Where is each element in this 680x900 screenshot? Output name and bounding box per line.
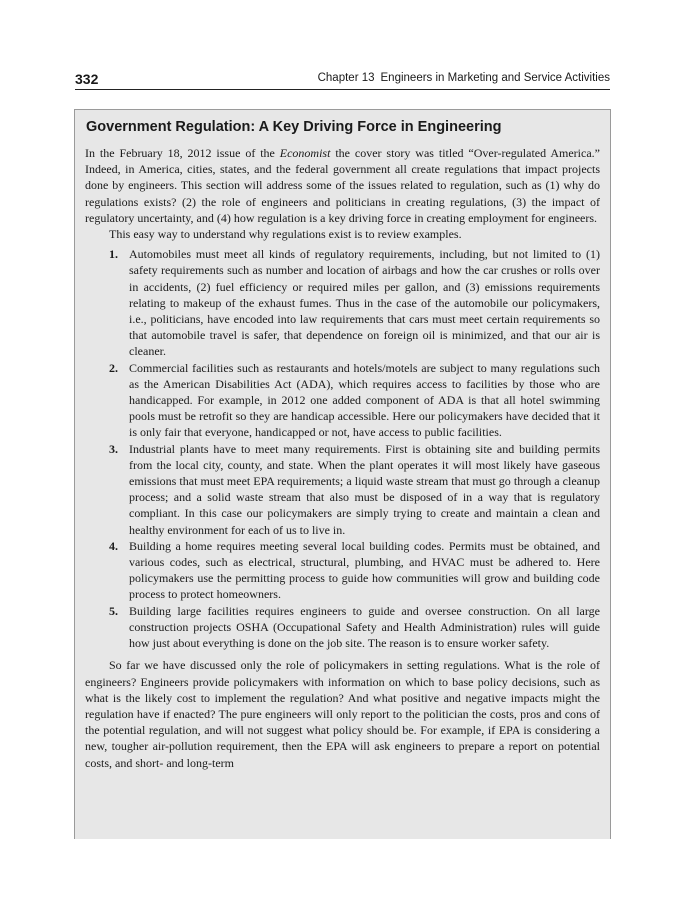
page-header [75,71,610,90]
list-item [109,603,600,652]
chapter-title: Engineers in Marketing and Service Activities [380,72,610,84]
intro-paragraph [85,145,600,226]
list-item [109,538,600,603]
chapter-number: Chapter 13 [317,72,375,84]
list-text: Automobiles must meet all kinds of regulatory requirements, including, but not limited to (1) safety requirements such as number and location of airbags and how the car crushes or rolls over in accidents, (2) fuel efficiency or required miles per gallon, and (3) emissions requirements relating to makeup of the exhaust fumes. Thus in the case of the automobile our policymakers, i.e., politicians, have encoded into law requirements that cars must meet certain requirements so that automobile travel is safer, that dependence on foreign oil is minimized, and that our air is cleaner. [129,247,600,359]
list-number: 5. [109,603,118,618]
running-head [318,72,610,84]
box-title: Government Regulation: A Key Driving Force in Engineering [86,119,502,135]
list-text: Industrial plants have to meet many requirements. First is obtaining site and building permits from the local city, county, and state. When the plant operates it will most likely have gaseous emissions that must meet EPA requirements; a liquid waste stream that must go through a cleanup process; and a solid waste stream that also must be disposed of in a way that is regulatory compliant. In this case our policymakers are simply trying to create and maintain a clean and healthy environment for each of us to live in. [129,441,600,537]
list-text: Building a home requires meeting several local building codes. Permits must be obtained, and various codes, such as electrical, structural, plumbing, and HVAC must be adhered to. Here policymakers use the permitting process to guide how communities will grow and building code process to protect homeowners. [129,538,600,602]
list-number: 1. [109,247,118,262]
list-item [109,360,600,441]
intro-text-start: In the February 18, 2012 issue of the [85,146,280,160]
sidebar-box [74,109,611,839]
closing-paragraph: So far we have discussed only the role of policymakers in setting regulations. What is the role of engineers? Engineers provide policymakers with information on which to base policy decisions, such as what is the likely cost to implement the regulation? And what positive and negative impacts might the regulation have if enacted? The pure engineers will only report to the politician the costs, pros and cons of the potential regulation, and will not suggest what policy should be. For example, if EPA is considering a new, tougher air-pollution requirement, then the EPA will ask engineers to prepare a report on potential costs, and short- and long-term [85,658,600,770]
lead-in-paragraph: This easy way to understand why regulations exist is to review examples. [109,227,462,242]
list-text: Building large facilities requires engineers to guide and oversee construction. On all large construction projects OSHA (Occupational Safety and Health Administration) rules will guide how just about everything is done on the job site. The reason is to ensure worker safety. [129,603,600,651]
examples-list [85,246,600,651]
list-item [109,246,600,359]
publication-name: Economist [279,146,331,160]
page-number: 332 [75,71,99,87]
intro-text-end: the cover story was titled “Over-regulated America.” Indeed, in America, cities, states, and the federal government all create regulations that impact projects done by engineers. This section will address some of the issues related to regulation, such as (1) why do regulations exists? (2) the role of engineers and politicians in creating regulations, (3) the impact of regulatory uncertainty, and (4) how regulation is a key driving force in creating employment for engineers. [85,146,600,225]
list-item [109,441,600,538]
list-number: 2. [109,360,118,375]
list-number: 4. [109,538,118,553]
list-number: 3. [109,441,118,456]
list-text: Commercial facilities such as restaurants and hotels/motels are subject to many regulations such as the American Disabilities Act (ADA), which requires access to facilities by those who are handicapped. For example, in 2012 one added component of ADA is that all hotel swimming pools must be retrofit so they are handicap accessible. Here our policymakers have decided that it is only fair that everyone, handicapped or not, have access to public facilities. [129,360,600,440]
